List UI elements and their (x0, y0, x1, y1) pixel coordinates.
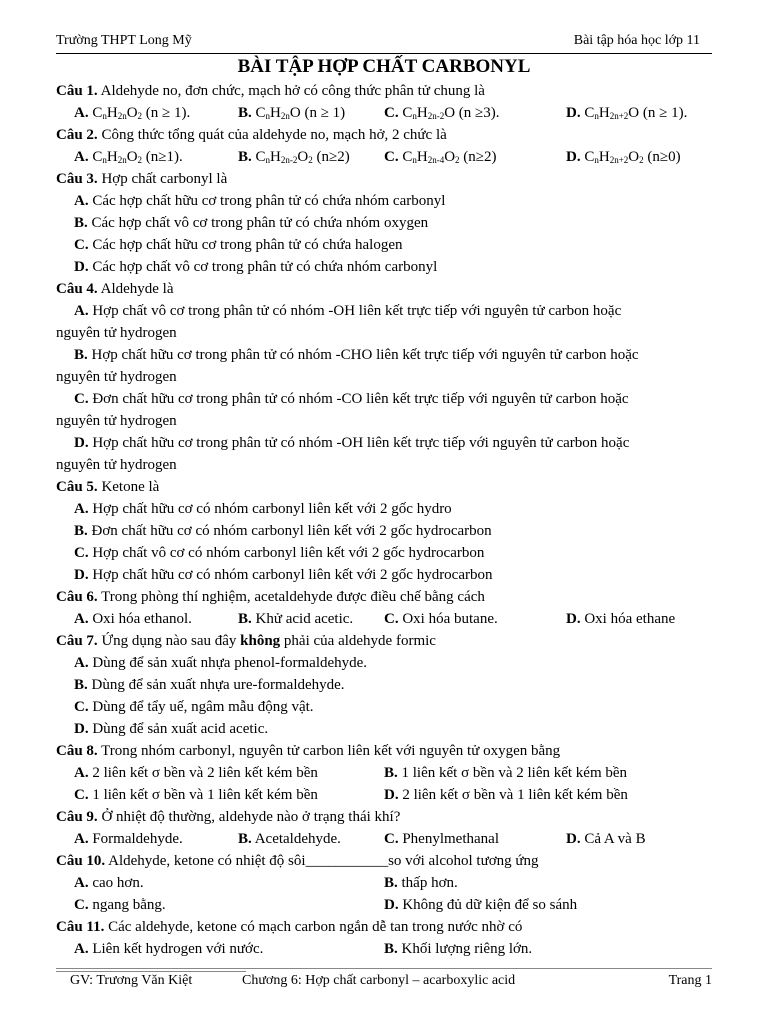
option-b: B. thấp hơn. (384, 875, 458, 891)
option-d: D. Dùng để sản xuất acid acetic. (74, 721, 269, 737)
option-b: B. Hợp chất hữu cơ trong phân tử có nhóm -CHO liên kết trực tiếp với nguyên tử carbon hoặc (74, 347, 639, 363)
question-10-options-row2 (56, 894, 716, 916)
question-5: Câu 5. Ketone là (56, 479, 160, 495)
option-a: A. 2 liên kết σ bền và 2 liên kết kém bền (74, 765, 318, 781)
question-8-options-row1 (56, 762, 716, 784)
option-b: B. $C_nH_{2n}O$ (n ≥ 1) (238, 105, 346, 121)
school-name: Trường THPT Long Mỹ (56, 33, 192, 48)
option-d: D. $C_nH_{2n+2}O_2$ (n≥0) (566, 149, 681, 165)
question-list (56, 80, 716, 960)
footer-divider (56, 968, 712, 969)
option-c: C. $C_nH_{2n-2}O$ (n ≥3). (384, 105, 500, 121)
option-b: B. Đơn chất hữu cơ có nhóm carbonyl liên kết với 2 gốc hydrocarbon (74, 523, 492, 539)
option-d: D. Oxi hóa ethane (566, 611, 676, 627)
option-a-cont: nguyên tử hydrogen (56, 325, 177, 341)
option-a: A. cao hơn. (74, 875, 144, 891)
option-a: A. Formaldehyde. (74, 831, 183, 847)
option-b: B. Khối lượng riêng lớn. (384, 941, 533, 957)
option-a: A. $C_nH_{2n}O_2$ (n≥1). (74, 149, 183, 165)
option-b-cont: nguyên tử hydrogen (56, 369, 177, 385)
option-d: D. Hợp chất hữu cơ có nhóm carbonyl liên kết với 2 gốc hydrocarbon (74, 567, 493, 583)
option-c: C. $C_nH_{2n-4}O_2$ (n≥2) (384, 149, 497, 165)
question-8-options-row2 (56, 784, 716, 806)
option-a: A. Các hợp chất hữu cơ trong phân tử có chứa nhóm carbonyl (74, 193, 446, 209)
question-9-options (56, 828, 716, 850)
question-9: Câu 9. Ở nhiệt độ thường, aldehyde nào ở trạng thái khí? (56, 809, 401, 825)
page-footer (56, 968, 712, 1008)
option-c: C. Oxi hóa butane. (384, 611, 498, 627)
option-d: D. Không đủ dữ kiện để so sánh (384, 897, 578, 913)
option-c: C. Hợp chất vô cơ có nhóm carbonyl liên kết với 2 gốc hydrocarbon (74, 545, 485, 561)
option-c: C. Đơn chất hữu cơ trong phân tử có nhóm -CO liên kết trực tiếp với nguyên tử carbon hoặc (74, 391, 629, 407)
option-a: A. Dùng để sản xuất nhựa phenol-formaldehyde. (74, 655, 368, 671)
option-b: B. Acetaldehyde. (238, 831, 341, 847)
option-a: A. Liên kết hydrogen với nước. (74, 941, 264, 957)
question-10-options-row1 (56, 872, 716, 894)
option-a: A. Hợp chất vô cơ trong phân tử có nhóm -OH liên kết trực tiếp với nguyên tử carbon hoặc (74, 303, 622, 319)
option-b: B. Khử acid acetic. (238, 611, 354, 627)
question-2: Câu 2. Công thức tổng quát của aldehyde no, mạch hở, 2 chức là (56, 127, 447, 143)
page-number: Trang 1 (668, 973, 712, 988)
option-d: D. 2 liên kết σ bền và 1 liên kết kém bền (384, 787, 628, 803)
option-a: A. $C_nH_{2n}O_2$ (n ≥ 1). (74, 105, 191, 121)
option-c: C. ngang bằng. (74, 897, 166, 913)
question-11-options (56, 938, 716, 960)
option-c: C. Dùng để tẩy uế, ngâm mẫu động vật. (74, 699, 314, 715)
page-title: BÀI TẬP HỢP CHẤT CARBONYL (237, 56, 531, 77)
teacher-name: GV: Trương Văn Kiệt (70, 973, 193, 988)
footer-divider-short (56, 971, 246, 972)
question-2-options (56, 146, 716, 168)
question-10: Câu 10. Aldehyde, ketone có nhiệt độ sôi___________so với alcohol tương ứng (56, 853, 539, 869)
option-d: D. Hợp chất hữu cơ trong phân tử có nhóm -OH liên kết trực tiếp với nguyên tử carbon hoặc (74, 435, 630, 451)
option-a: A. Hợp chất hữu cơ có nhóm carbonyl liên kết với 2 gốc hydro (74, 501, 452, 517)
option-d: D. Các hợp chất vô cơ trong phân tử có chứa nhóm carbonyl (74, 259, 438, 275)
question-6: Câu 6. Trong phòng thí nghiệm, acetaldehyde được điều chế bằng cách (56, 589, 485, 605)
question-6-options (56, 608, 716, 630)
page-header (56, 33, 712, 54)
option-b: B. Dùng để sản xuất nhựa ure-formaldehyde. (74, 677, 345, 693)
question-1: Câu 1. Aldehyde no, đơn chức, mạch hở có công thức phân tử chung là (56, 83, 485, 99)
option-d-cont: nguyên tử hydrogen (56, 457, 177, 473)
question-3: Câu 3. Hợp chất carbonyl là (56, 171, 228, 187)
chapter-title: Chương 6: Hợp chất carbonyl – acarboxylic acid (242, 973, 516, 988)
option-c: C. Phenylmethanal (384, 831, 499, 847)
option-c: C. Các hợp chất hữu cơ trong phân tử có chứa halogen (74, 237, 403, 253)
option-c: C. 1 liên kết σ bền và 1 liên kết kém bền (74, 787, 318, 803)
option-d: D. Cả A và B (566, 831, 646, 847)
question-8: Câu 8. Trong nhóm carbonyl, nguyên tử carbon liên kết với nguyên tử oxygen bằng (56, 743, 561, 759)
question-7: Câu 7. Ứng dụng nào sau đây không phải của aldehyde formic (56, 633, 436, 649)
question-11: Câu 11. Các aldehyde, ketone có mạch carbon ngắn dễ tan trong nước nhờ có (56, 919, 523, 935)
subject-name: Bài tập hóa học lớp 11 (573, 33, 700, 48)
question-1-options (56, 102, 716, 124)
option-d: D. $C_nH_{2n+2}O$ (n ≥ 1). (566, 105, 688, 121)
option-b: B. Các hợp chất vô cơ trong phân tử có chứa nhóm oxygen (74, 215, 429, 231)
option-c-cont: nguyên tử hydrogen (56, 413, 177, 429)
option-b: B. 1 liên kết σ bền và 2 liên kết kém bền (384, 765, 628, 781)
question-4: Câu 4. Aldehyde là (56, 281, 174, 297)
option-b: B. $C_nH_{2n-2}O_2$ (n≥2) (238, 149, 350, 165)
option-a: A. Oxi hóa ethanol. (74, 611, 192, 627)
